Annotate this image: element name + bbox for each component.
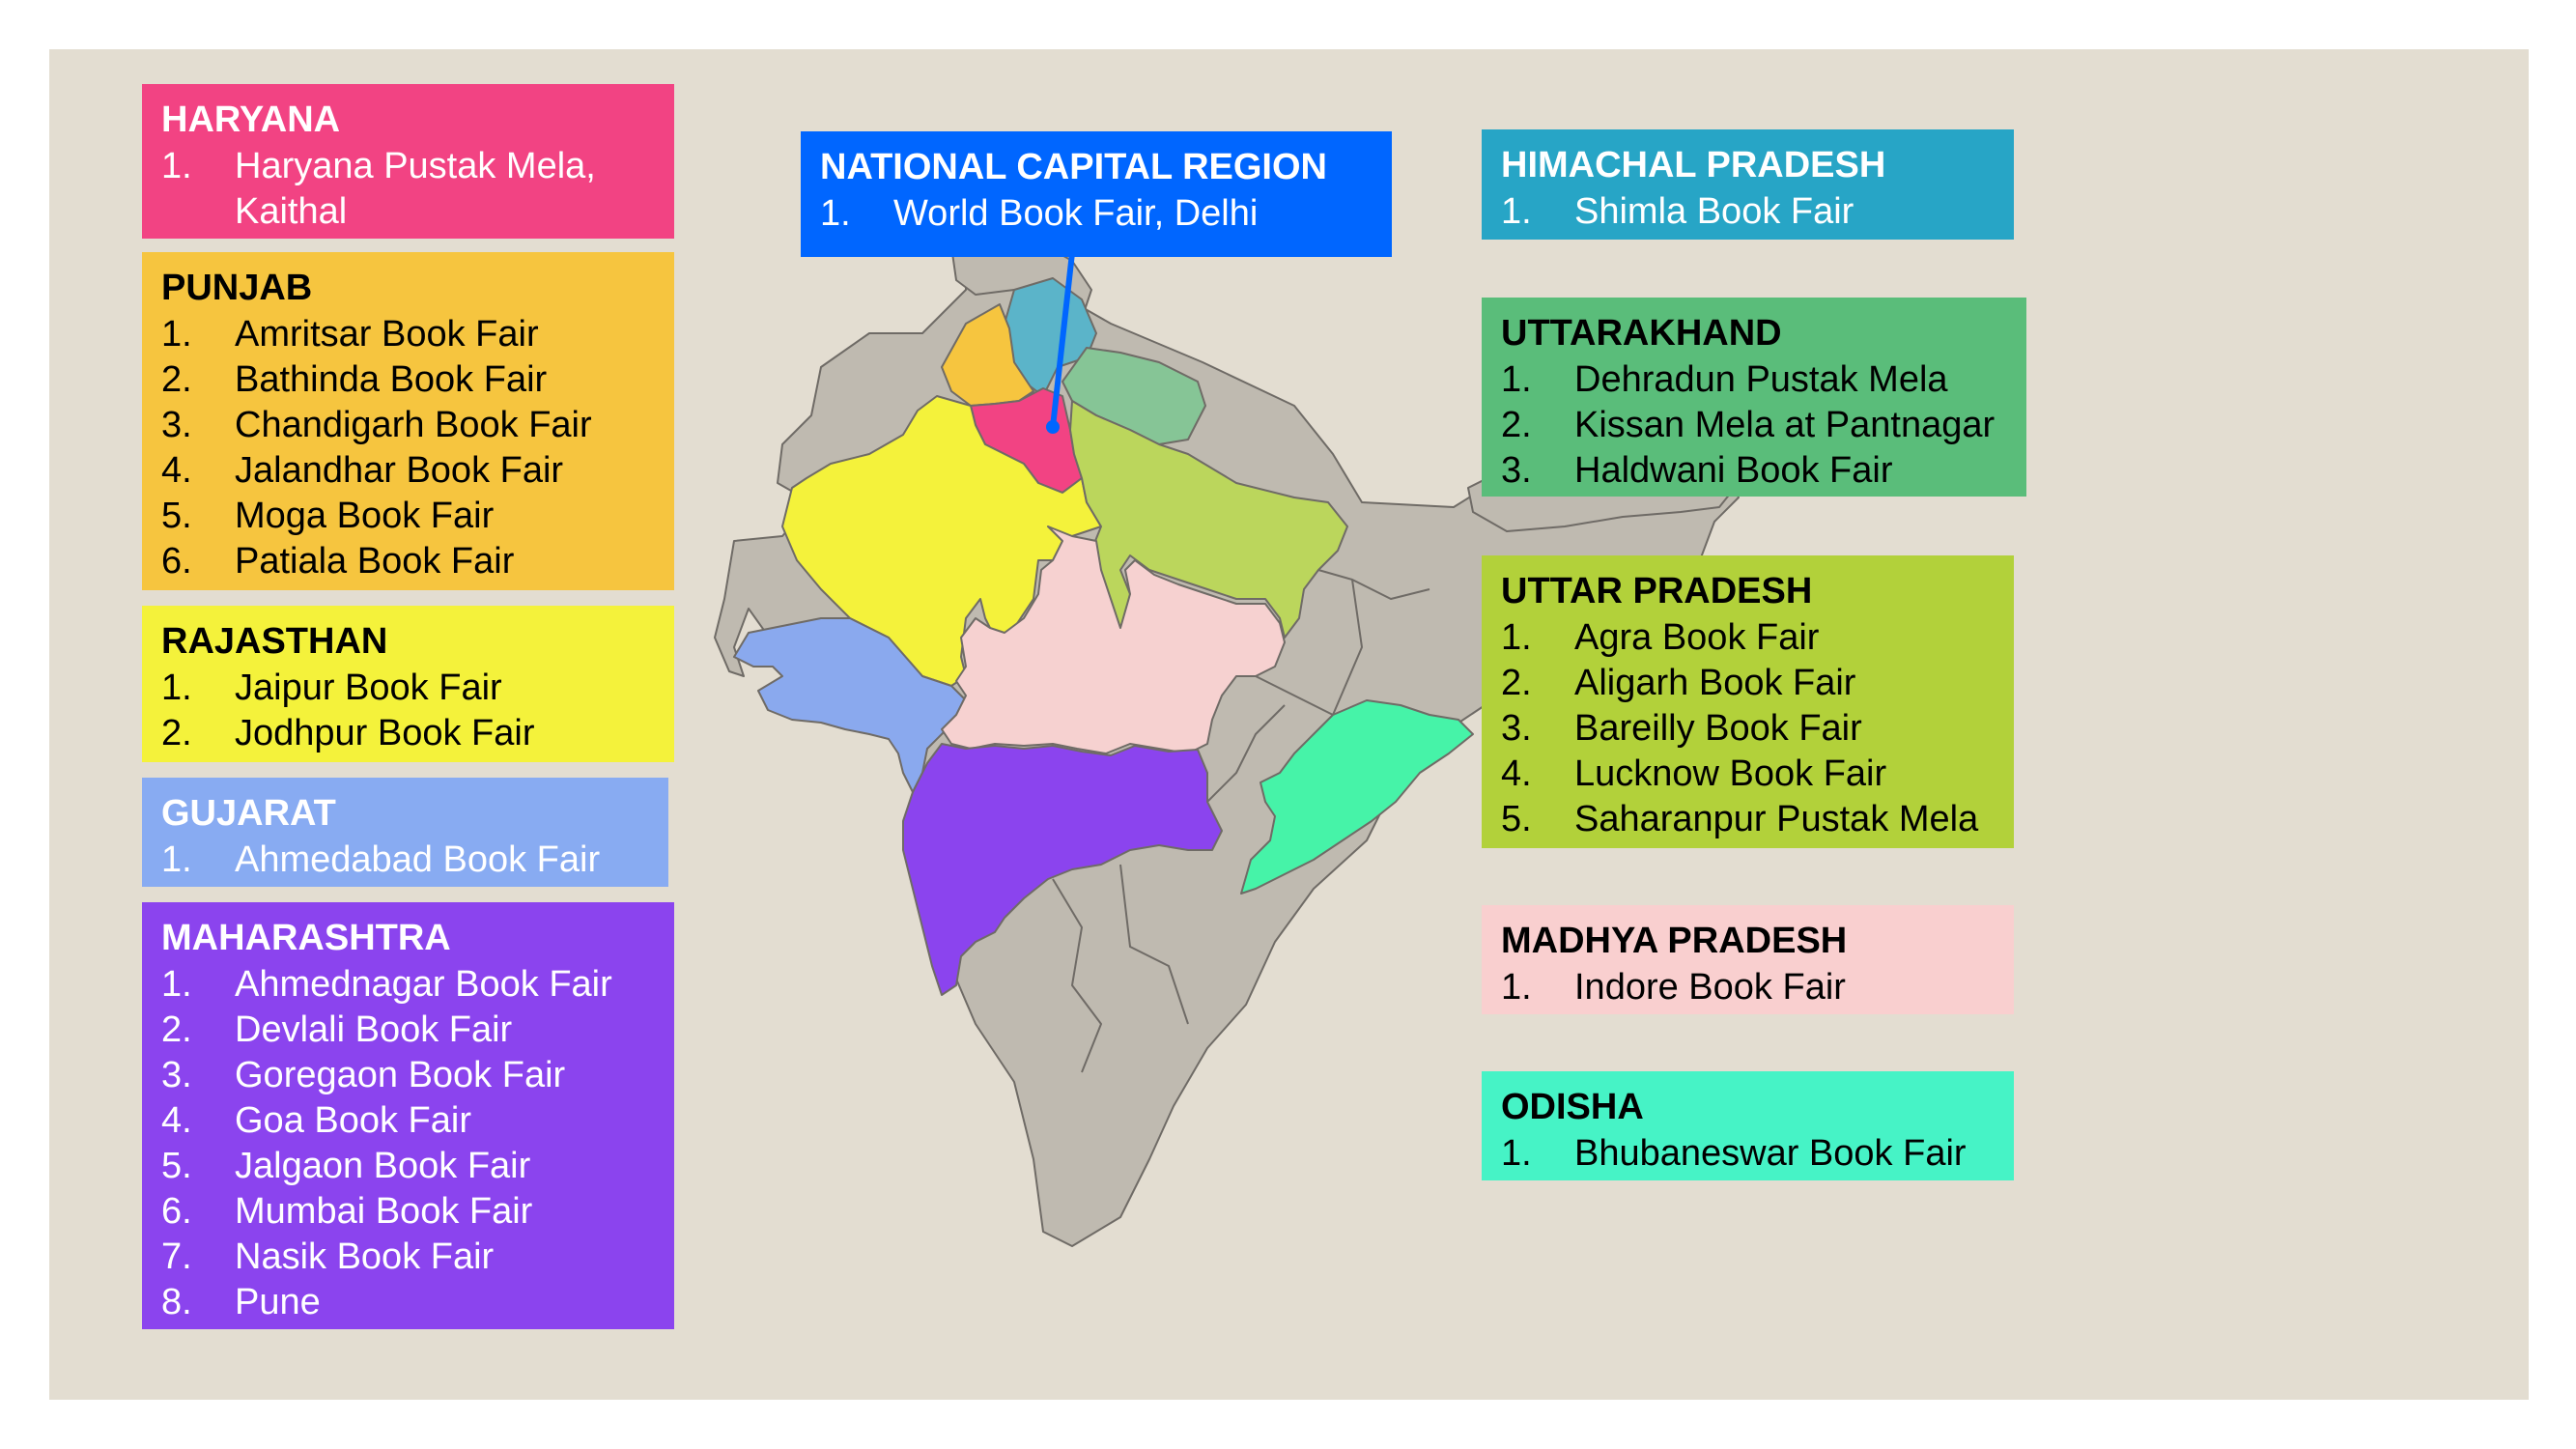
- list-text: Pune: [235, 1282, 321, 1322]
- list-text: Indore Book Fair: [1574, 967, 1846, 1008]
- list-number: 5.: [161, 496, 192, 536]
- list-number: 1.: [1501, 191, 1532, 232]
- list-text: Nasik Book Fair: [235, 1236, 495, 1277]
- list-text: Chandigarh Book Fair: [235, 405, 592, 445]
- list-text: Ahmednagar Book Fair: [235, 964, 612, 1005]
- list-item: [1501, 706, 1995, 752]
- list-text: World Book Fair, Delhi: [893, 193, 1259, 234]
- list-text: Haryana Pustak Mela,: [235, 146, 596, 186]
- list-number: 1.: [161, 839, 192, 880]
- maharashtra-box: [142, 902, 674, 1329]
- list-item: [161, 403, 655, 448]
- gujarat-title: GUJARAT: [161, 793, 336, 834]
- list-number: 3.: [1501, 708, 1532, 749]
- list-item: [161, 494, 655, 539]
- punjab-title: PUNJAB: [161, 268, 313, 308]
- list-item: [161, 1189, 655, 1235]
- list-item: [1501, 752, 1995, 797]
- list-text: Jaipur Book Fair: [235, 668, 502, 708]
- madhya-pradesh-box: [1482, 905, 2014, 1014]
- list-number: 1.: [820, 193, 851, 234]
- list-number: 1.: [161, 964, 192, 1005]
- list-number: 3.: [161, 1055, 192, 1095]
- list-text: Saharanpur Pustak Mela: [1574, 799, 1979, 839]
- list-text: Shimla Book Fair: [1574, 191, 1854, 232]
- list-item: [1501, 965, 1995, 1010]
- himachal-list: [1501, 189, 1995, 235]
- uttar-pradesh-list: [1501, 615, 1995, 842]
- uttar-pradesh-title: UTTAR PRADESH: [1501, 571, 1813, 611]
- list-number: 6.: [161, 541, 192, 582]
- gujarat-box: [142, 778, 668, 887]
- list-item: [1501, 357, 2007, 403]
- list-number: 2.: [1501, 663, 1532, 703]
- list-number: 3.: [1501, 450, 1532, 491]
- list-item: [1501, 615, 1995, 661]
- list-text: Ahmedabad Book Fair: [235, 839, 601, 880]
- rajasthan-box: [142, 606, 674, 762]
- list-text: Patiala Book Fair: [235, 541, 515, 582]
- list-number: 4.: [161, 450, 192, 491]
- list-number: 1.: [161, 146, 192, 186]
- uttar-pradesh-box: [1482, 555, 2014, 848]
- list-number: 3.: [161, 405, 192, 445]
- punjab-box: [142, 252, 674, 590]
- list-number: 5.: [161, 1146, 192, 1186]
- list-number: 5.: [1501, 799, 1532, 839]
- list-text: Agra Book Fair: [1574, 617, 1820, 658]
- list-item: [161, 357, 655, 403]
- list-text: Bareilly Book Fair: [1574, 708, 1862, 749]
- odisha-box: [1482, 1071, 2014, 1180]
- list-text: Kissan Mela at Pantnagar: [1574, 405, 1996, 445]
- list-text: Mumbai Book Fair: [235, 1191, 533, 1232]
- list-number: 2.: [161, 713, 192, 753]
- list-number: 4.: [161, 1100, 192, 1141]
- uttarakhand-title: UTTARAKHAND: [1501, 313, 1782, 354]
- list-item: [1501, 797, 1995, 842]
- madhya-pradesh-list: [1501, 965, 1995, 1010]
- list-item: [161, 962, 655, 1008]
- list-item: [161, 1053, 655, 1098]
- list-number: 6.: [161, 1191, 192, 1232]
- list-item: [161, 838, 649, 883]
- list-item: [161, 711, 655, 756]
- uttarakhand-list: [1501, 357, 2007, 494]
- odisha-title: ODISHA: [1501, 1087, 1644, 1127]
- ncr-list: [820, 191, 1373, 237]
- list-item: [1501, 1131, 1995, 1177]
- uttarakhand-box: [1482, 298, 2026, 497]
- list-text: Jalandhar Book Fair: [235, 450, 564, 491]
- rajasthan-list: [161, 666, 655, 756]
- odisha-list: [1501, 1131, 1995, 1177]
- list-item: [1501, 448, 2007, 494]
- haryana-box: [142, 84, 674, 239]
- list-item: [161, 1098, 655, 1144]
- list-number: 8.: [161, 1282, 192, 1322]
- ncr-box: [801, 131, 1392, 257]
- list-number: 1.: [161, 314, 192, 355]
- list-item: [1501, 661, 1995, 706]
- list-text: Goregaon Book Fair: [235, 1055, 566, 1095]
- list-text: Goa Book Fair: [235, 1100, 471, 1141]
- list-text: Haldwani Book Fair: [1574, 450, 1893, 491]
- list-item: [161, 1280, 655, 1325]
- list-item: [161, 539, 655, 584]
- list-item: [161, 312, 655, 357]
- list-text: Jalgaon Book Fair: [235, 1146, 531, 1186]
- list-item: [161, 1144, 655, 1189]
- list-number: 7.: [161, 1236, 192, 1277]
- himachal-title: HIMACHAL PRADESH: [1501, 145, 1886, 185]
- list-number: 1.: [1501, 967, 1532, 1008]
- list-item: [161, 144, 655, 235]
- list-text: Kaithal: [235, 191, 348, 232]
- punjab-list: [161, 312, 655, 584]
- delhi-marker: [1046, 420, 1060, 434]
- haryana-list: [161, 144, 655, 235]
- list-text: Bhubaneswar Book Fair: [1574, 1133, 1967, 1174]
- list-number: 1.: [161, 668, 192, 708]
- list-number: 2.: [1501, 405, 1532, 445]
- list-number: 1.: [1501, 359, 1532, 400]
- list-text: Lucknow Book Fair: [1574, 753, 1887, 794]
- list-item: [1501, 189, 1995, 235]
- list-item: [161, 1008, 655, 1053]
- list-number: 4.: [1501, 753, 1532, 794]
- list-number: 2.: [161, 359, 192, 400]
- ncr-title: NATIONAL CAPITAL REGION: [820, 147, 1327, 187]
- list-number: 1.: [1501, 1133, 1532, 1174]
- list-item: [1501, 403, 2007, 448]
- list-item: [161, 1235, 655, 1280]
- madhya-pradesh-title: MADHYA PRADESH: [1501, 921, 1848, 961]
- list-text: Moga Book Fair: [235, 496, 495, 536]
- list-item: [161, 666, 655, 711]
- list-number: 2.: [161, 1009, 192, 1050]
- list-text: Jodhpur Book Fair: [235, 713, 535, 753]
- haryana-title: HARYANA: [161, 99, 341, 140]
- list-number: 1.: [1501, 617, 1532, 658]
- maharashtra-list: [161, 962, 655, 1325]
- list-item: [820, 191, 1373, 237]
- list-text: Devlali Book Fair: [235, 1009, 513, 1050]
- list-text: Aligarh Book Fair: [1574, 663, 1856, 703]
- gujarat-list: [161, 838, 649, 883]
- list-text: Amritsar Book Fair: [235, 314, 539, 355]
- list-text: Dehradun Pustak Mela: [1574, 359, 1948, 400]
- rajasthan-title: RAJASTHAN: [161, 621, 388, 662]
- list-text: Bathinda Book Fair: [235, 359, 548, 400]
- maharashtra-title: MAHARASHTRA: [161, 918, 451, 958]
- list-item: [161, 448, 655, 494]
- himachal-box: [1482, 129, 2014, 240]
